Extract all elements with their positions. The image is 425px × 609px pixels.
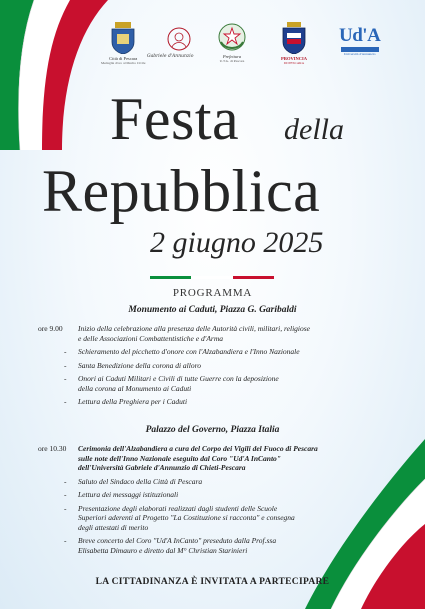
provincia-caption: PROVINCIA bbox=[281, 56, 308, 61]
comune-logo bbox=[101, 22, 145, 66]
dannunzio-script: Gabriele d'Annunzio bbox=[147, 54, 194, 59]
program-text: Saluto del Sindaco della Città di Pescara bbox=[78, 476, 203, 486]
uda-wordmark: Ud'A bbox=[339, 25, 381, 46]
program-bullet: - bbox=[64, 503, 67, 513]
dannunzio-logo bbox=[147, 26, 193, 59]
event-date: 2 giugno 2025 bbox=[150, 226, 324, 259]
program-bullet: - bbox=[64, 374, 67, 383]
portrait-seal-icon bbox=[147, 26, 193, 52]
program-text: dell'Università Gabriele d'Annunzio di Chieti-Pescara bbox=[78, 463, 246, 472]
program-text: Lettura della Preghiera per i Caduti bbox=[78, 397, 188, 406]
program-text: Schieramento del picchetto d'onore con l'Alzabandiera e l'Inno Nazionale bbox=[78, 347, 300, 356]
program-text: Cerimonia dell'Alzabandiera a cura del Corpo dei Vigili del Fuoco di Pescara bbox=[78, 444, 318, 453]
prefettura-logo bbox=[217, 22, 247, 64]
program-text: e delle Associazioni Combattentistiche e d'Arma bbox=[78, 333, 223, 343]
title-repubblica: Repubblica bbox=[42, 158, 321, 224]
program-bullet: - bbox=[64, 397, 67, 406]
comune-subcaption: Medaglia d'oro al Merito Civile bbox=[101, 61, 146, 65]
province-crest-icon bbox=[281, 22, 307, 54]
program-bullet: - bbox=[64, 490, 67, 499]
prefettura-subcaption: U.T.G. di Pescara bbox=[219, 59, 245, 63]
flag-ribbon-top-left bbox=[0, 0, 110, 150]
prefettura-caption: Prefettura bbox=[222, 54, 242, 59]
tricolor-divider bbox=[150, 276, 274, 279]
section1-title: Monumento ai Caduti, Piazza G. Garibaldi bbox=[128, 305, 297, 315]
section2-title: Palazzo del Governo, Piazza Italia bbox=[145, 425, 280, 435]
program-bullet: - bbox=[64, 360, 67, 370]
program-text: Santa Benedizione della corona di alloro bbox=[78, 360, 201, 370]
provincia-subcaption: DI PESCARA bbox=[283, 61, 305, 65]
program-text: Lettura dei messaggi istituzionali bbox=[78, 490, 179, 499]
program-time: ore 10.30 bbox=[38, 444, 67, 453]
program-text: Inizio della celebrazione alla presenza delle Autorità civili, militari, religiose bbox=[78, 324, 310, 333]
program-text: Breve concerto del Coro "Ud'A InCanto" preseduto dalla Prof.ssa bbox=[78, 536, 277, 545]
program-bullet: - bbox=[64, 476, 67, 486]
program-text: Elisabetta Dimauro e diretto dal M° Christian Starinieri bbox=[78, 545, 248, 555]
title-della: della bbox=[284, 113, 344, 146]
program-text: Superiori aderenti al Progetto "La Costituzione si racconta" e consegna bbox=[78, 513, 295, 522]
program-text: Onori ai Caduti Militari e Civili di tutte Guerre con la deposizione bbox=[78, 374, 279, 383]
title-festa: Festa bbox=[110, 86, 240, 152]
invitation-footer: LA CITTADINANZA È INVITATA A PARTECIPARE bbox=[95, 577, 330, 587]
uda-logo bbox=[339, 26, 380, 57]
program-bullet: - bbox=[64, 536, 67, 545]
programma-heading: PROGRAMMA bbox=[172, 287, 253, 299]
program-text: degli attestati di merito bbox=[78, 522, 149, 532]
program-time: ore 9.00 bbox=[38, 324, 63, 333]
program-text: della corona al Monumento ai Caduti bbox=[78, 383, 192, 393]
provincia-logo bbox=[281, 22, 307, 66]
logo-row bbox=[95, 22, 395, 82]
comune-caption: Città di Pescara bbox=[109, 56, 138, 61]
program-text: Presentazione degli elaborati realizzati dagli studenti delle Scuole bbox=[78, 503, 278, 513]
uda-subcaption: Università d'Annunzio bbox=[343, 52, 376, 56]
program-text: sulle note dell'Inno Nazionale eseguito dal Coro "Ud'A InCanto" bbox=[78, 453, 281, 463]
program-bullet: - bbox=[64, 347, 67, 356]
italian-emblem-icon bbox=[217, 22, 247, 52]
crest-icon bbox=[109, 22, 137, 54]
